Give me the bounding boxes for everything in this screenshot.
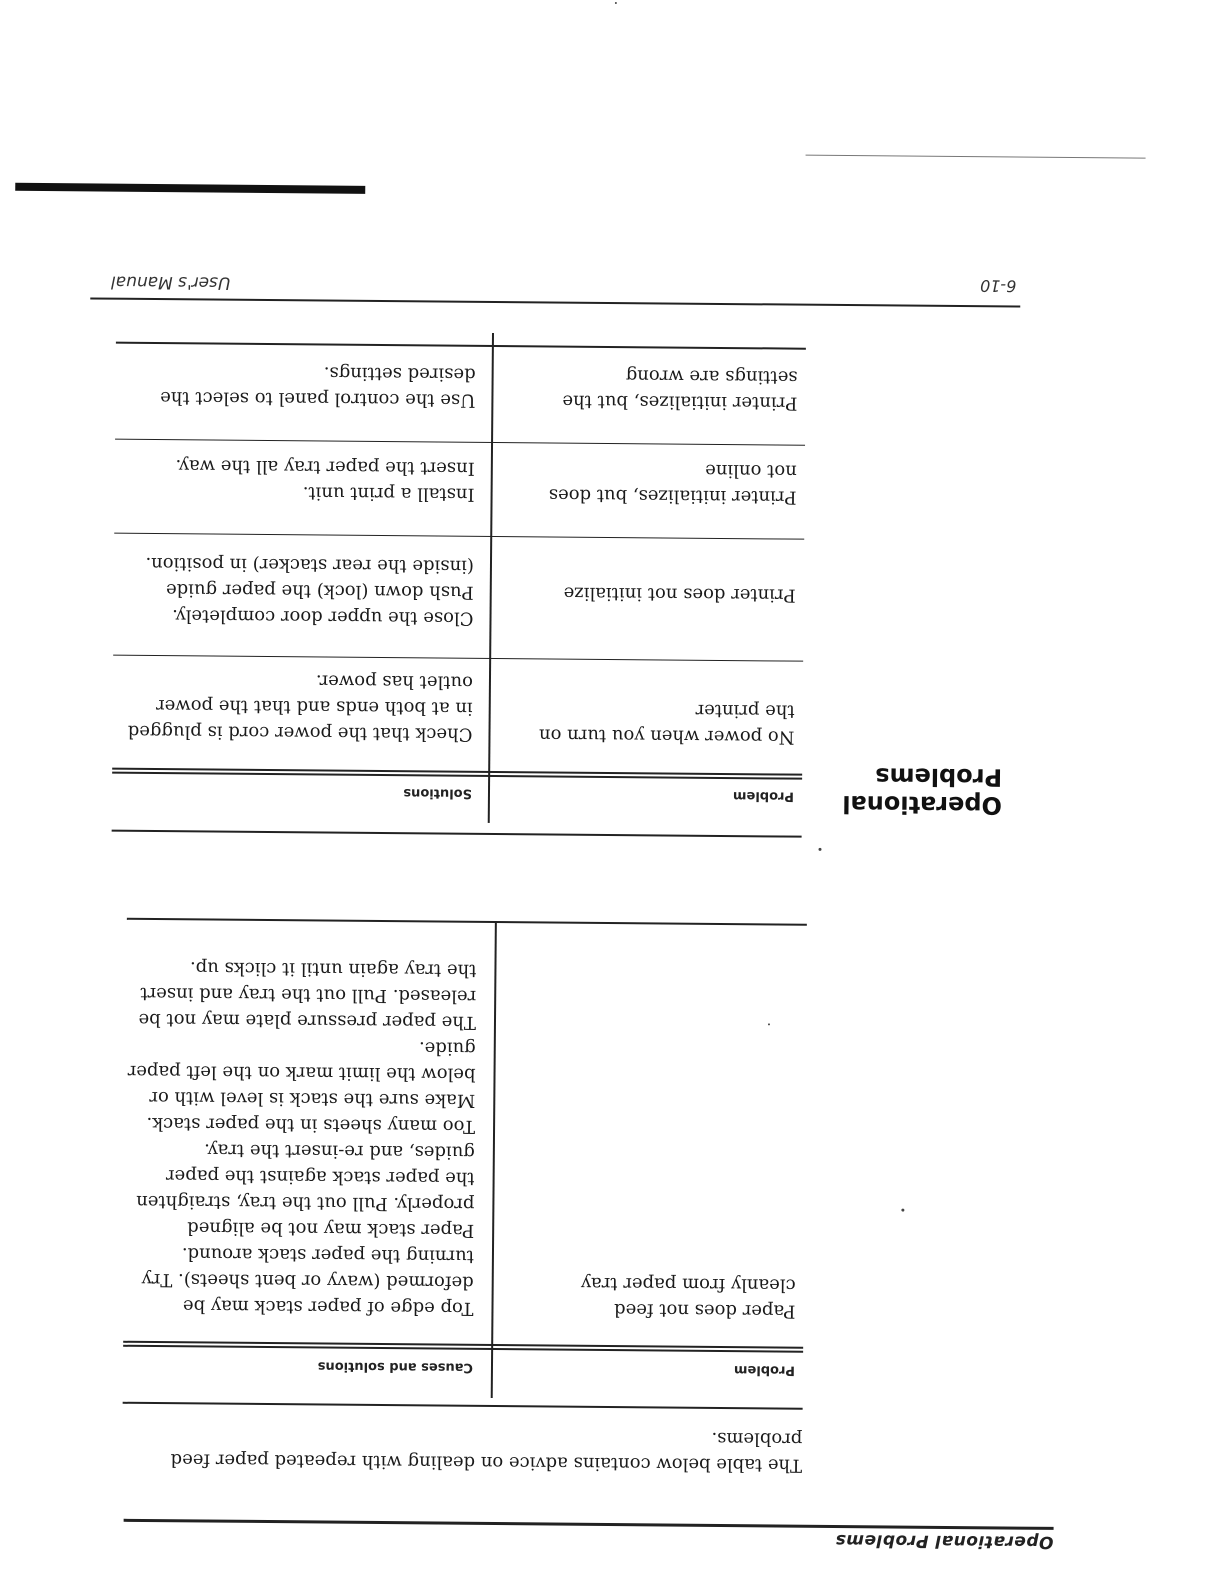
solution-item: Close the upper door completely. [172,605,474,629]
table2-top-rule [112,830,802,838]
manual-title: User's Manual [110,271,231,293]
page-number: 6-10 [980,276,1017,296]
table1-column-divider [491,923,497,1398]
scan-speck [818,848,821,851]
table1-header-causes: Causes and solutions [317,1358,474,1375]
section-title-line: Operational [842,790,1003,820]
table1-header-problem: Problem [733,1362,796,1378]
scan-speck [768,1023,770,1025]
table1-top-rule [123,1402,803,1409]
solution-item: Insert the paper tray all the way. [175,455,475,479]
scan-edge-line [806,154,1146,158]
header-rule [124,1519,1054,1530]
table2-problem-cell: No power when you turn on the printer [538,699,795,748]
table2-solutions-cell [114,452,474,507]
table2-column-divider [488,333,494,823]
solution-item: Check that the power cord is plugged in at both ends and that the power outlet has power. [127,670,474,745]
table1-solutions-cell [123,954,476,1321]
solution-item: Top edge of paper stack may be deformed (wavy or bent sheets). Try turning the paper stack around. [141,1243,475,1319]
running-header: Operational Problems [835,1529,1054,1552]
table2-row-rule [114,532,804,539]
scan-speck [615,2,617,4]
section-title [842,762,1002,819]
table2-solutions-cell [113,550,474,631]
table1-problem-cell: Paper does not feed cleanly from paper tray [580,1272,796,1322]
table2-bottom-rule [116,342,806,350]
solution-item: Too many sheets in the paper stack. Make sure the stack is level with or below the limit mark on the left paper guide. [127,1037,476,1137]
scan-edge-mark [15,183,365,194]
solution-item: Use the control panel to select the desired settings. [160,362,476,411]
table2-solutions-cell [112,666,473,747]
table2-solutions-cell [115,358,475,413]
intro-paragraph: The table below contains advice on dealing with repeated paper feed problems. [170,1427,803,1476]
solution-item: Push down (lock) the paper guide (inside the rear stacker) in position. [145,552,475,603]
solution-item: Install a print unit. [302,482,475,505]
table2-row-rule [113,654,803,661]
table2-header-problem: Problem [732,788,795,804]
scan-speck [901,1209,904,1212]
solution-item: Paper stack may not be aligned properly. Pull out the tray, straighten the paper stack against the paper guides, and re-insert the tray. [136,1139,475,1241]
footer-rule [90,298,1020,308]
table2-problem-cell: Printer initializes, but the settings are wrong [562,365,798,414]
section-title-line: Problems [875,762,1003,792]
table1-bottom-rule [127,918,807,925]
table2-header-solutions: Solutions [403,785,473,801]
table2-row-rule [115,438,805,445]
table2-problem-cell: Printer does not initialize [563,582,796,606]
table2-problem-cell: Printer initializes, but does not online [548,459,797,508]
solution-item: The paper pressure plate may not be released. Pull out the tray and insert the tray again until it clicks up. [138,957,477,1033]
